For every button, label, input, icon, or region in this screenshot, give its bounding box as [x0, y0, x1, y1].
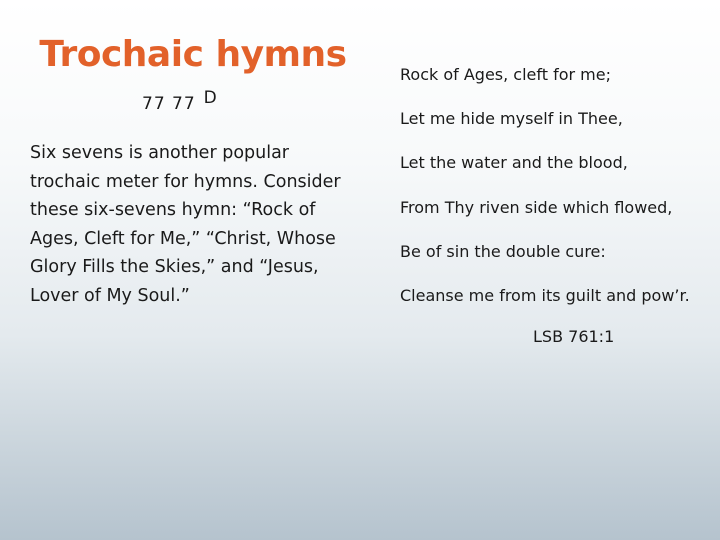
body-paragraph: Six sevens is another popular trochaic meter for hymns. Consider these six-sevens hymn: “Rock of Ages, Cleft for Me,” “Christ, Whose Glory Fills the Skies,” and “Jesus, Lover of My Soul.” — [30, 143, 341, 306]
hymn-citation: LSB 761:1 — [533, 327, 615, 346]
slide-title: Trochaic hymns — [39, 34, 347, 75]
hymn-verse — [400, 62, 710, 327]
verse-line-1: Rock of Ages, cleft for me; — [400, 65, 611, 84]
meter-suffix: D — [203, 88, 217, 108]
verse-line-4: From Thy riven side which flowed, — [400, 197, 673, 217]
verse-line-6: Cleanse me from its guilt and pow’r. — [400, 285, 690, 305]
meter-digits: 77 77 — [142, 94, 196, 114]
verse-line-3: Let the water and the blood, — [400, 153, 628, 173]
meter-notation — [142, 88, 217, 114]
verse-line-5: Be of sin the double cure: — [400, 241, 606, 261]
verse-line-2: Let me hide myself in Thee, — [400, 109, 623, 129]
